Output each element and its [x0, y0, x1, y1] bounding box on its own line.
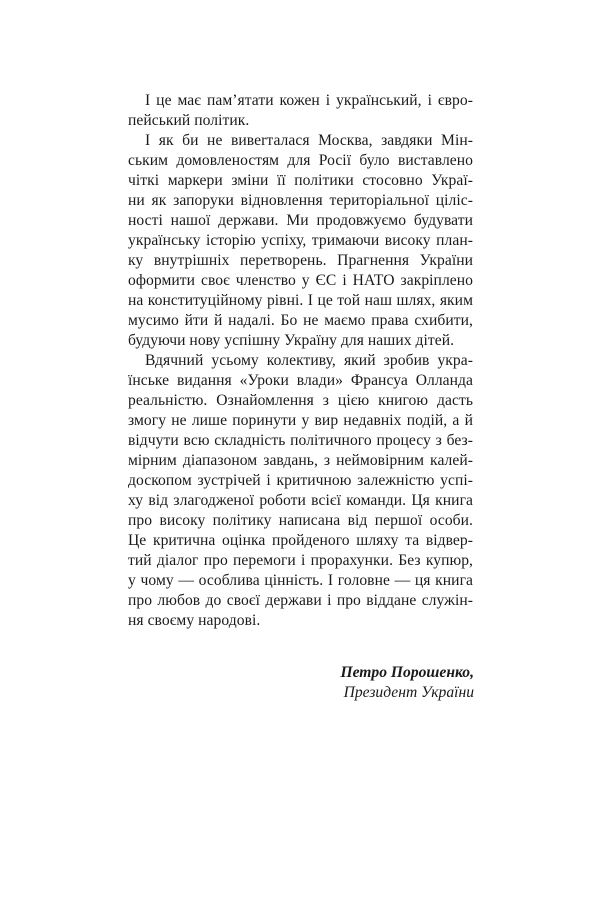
text-line: ни як запоруки відновлення територіальної ціліс-: [128, 192, 473, 209]
paragraph-1: [128, 91, 473, 131]
text-line: І це має пам’ятати кожен і український, і євро-: [145, 92, 473, 109]
text-line: про любов до своєї держави і про віддане служін-: [128, 592, 473, 609]
text-line: Це критична оцінка пройденого шляху та відвер-: [128, 532, 473, 549]
text-line: будуючи нову успішну Україну для наших дітей.: [128, 332, 455, 349]
text-line: їнське видання «Уроки влади» Франсуа Олланда: [128, 372, 473, 389]
text-line: ку внутрішніх перетворень. Прагнення України: [128, 252, 473, 269]
text-line: оформити своє членство у ЄС і НАТО закріплено: [128, 272, 473, 289]
text-line: ня своєму народові.: [128, 612, 261, 629]
text-line: на конституційному рівні. І це той наш шлях, яким: [128, 292, 473, 309]
text-line: І як би не вивerталася Москва, завдяки Мін-: [145, 132, 473, 149]
text-line: доскопом зустрічей і критичною залежністю успі-: [128, 472, 473, 489]
text-line: відчути всю складність політичного процесу з без-: [128, 432, 473, 449]
text-line: реальністю. Ознайомлення з цією книгою дасть: [128, 392, 473, 409]
text-line: ським домовленостям для Росії було виставлено: [128, 152, 473, 169]
signature-title: Президент України: [343, 684, 474, 701]
text-line: чіткі маркери зміни її політики стосовно Украї-: [128, 172, 473, 189]
text-line: ху від злагодженої роботи всієї команди. Ця книга: [128, 492, 473, 509]
signature-name: Петро Порошенко,: [340, 664, 474, 681]
text-line: тий діалог про перемоги і прорахунки. Без купюр,: [128, 552, 473, 569]
text-line: ності нашої держави. Ми продовжуємо будувати: [128, 212, 473, 229]
paragraph-2: [128, 131, 473, 351]
text-line: пейський політик.: [128, 112, 250, 129]
text-line: мусимо йти й надалі. Бо не маємо права схибити,: [128, 312, 473, 329]
text-line: у чому — особлива цінність. І головне — ця книга: [128, 572, 473, 589]
body-text: [128, 91, 473, 631]
text-line: Вдячний усьому колективу, який зробив укра-: [145, 352, 473, 369]
text-line: мірним діапазоном завдань, з неймовірним калей-: [128, 452, 473, 469]
text-line: українську історію успіху, тримаючи високу план-: [128, 232, 473, 249]
text-line: змогу не лише поринути у вир недавніх подій, а й: [128, 412, 473, 429]
text-line: про високу політику написана від першої особи.: [128, 512, 473, 529]
paragraph-3: [128, 351, 473, 631]
signature-block: [340, 663, 474, 703]
